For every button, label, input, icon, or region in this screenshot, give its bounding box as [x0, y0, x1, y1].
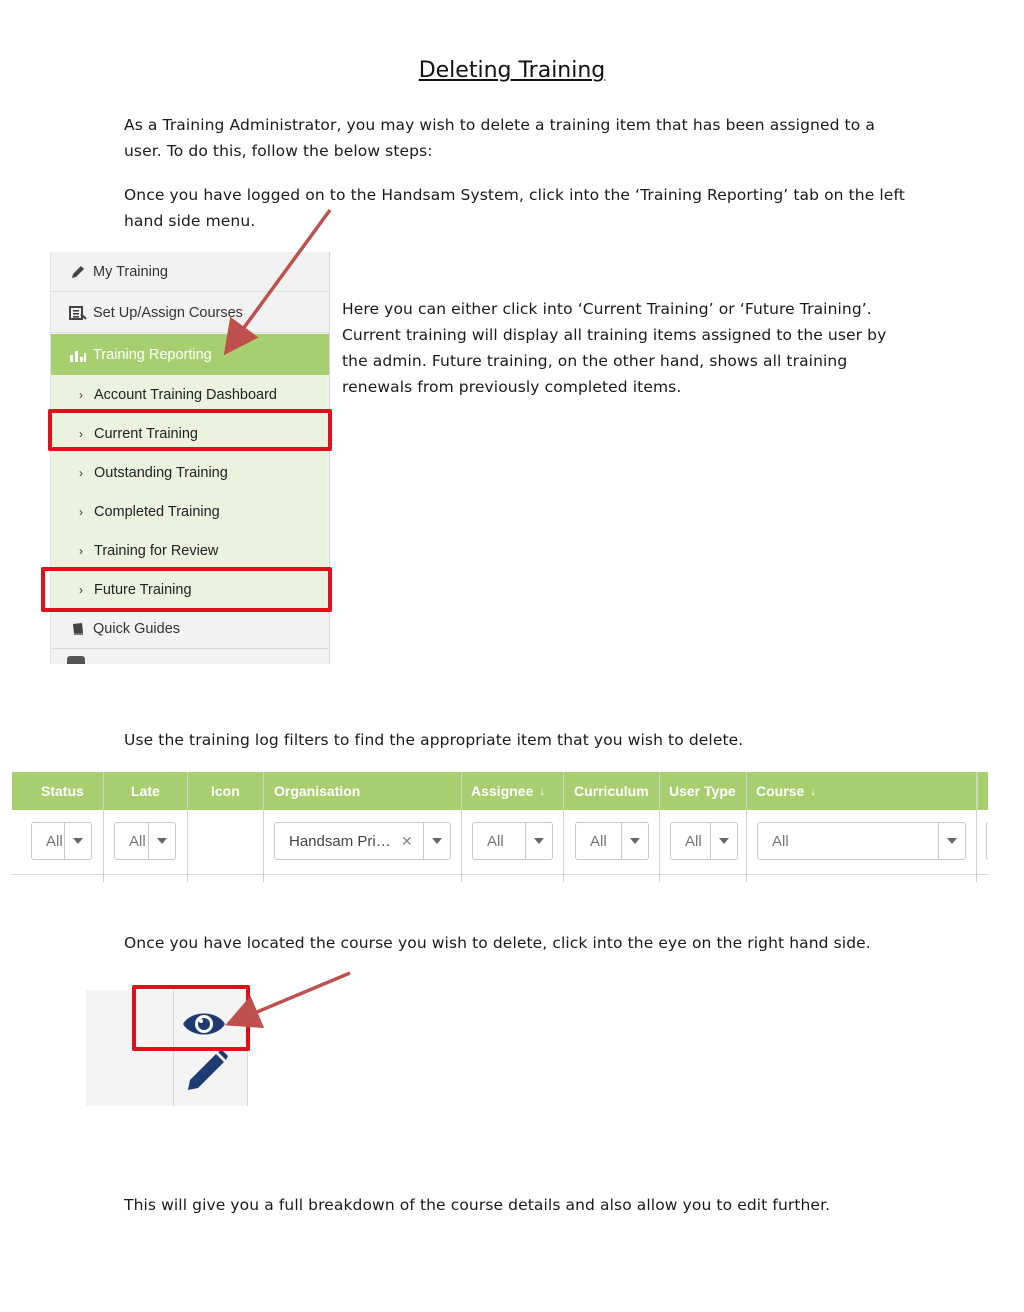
select-value: All [685, 832, 702, 850]
chevron-right-icon: › [79, 387, 83, 402]
step3-paragraph: Once you have located the course you wish to delete, click into the eye on the right hand side. [124, 934, 871, 952]
step4-paragraph: This will give you a full breakdown of the course details and also allow you to edit further. [124, 1196, 831, 1214]
select-value: All [129, 832, 146, 850]
select-value: All [487, 832, 504, 850]
sidebar-subitem-label: Account Training Dashboard [94, 386, 277, 403]
sidebar-item-label: Quick Guides [93, 621, 181, 637]
step2-paragraph: Use the training log filters to find the appropriate item that you wish to delete. [124, 731, 744, 749]
chevron-right-icon: › [79, 504, 83, 519]
header-organisation[interactable]: Organisation [274, 783, 361, 799]
sidebar-item-label: Set Up/Assign Courses [93, 304, 243, 321]
step1-paragraph: Once you have logged on to the Handsam System, click into the ‘Training Reporting’ tab on the left hand side menu. [124, 186, 905, 230]
sort-icon: ↓ [539, 784, 546, 798]
header-late[interactable]: Late [131, 783, 160, 799]
chevron-right-icon: › [79, 543, 83, 558]
select-value: All [772, 832, 789, 850]
sidebar-subitem-label: Current Training [94, 425, 198, 442]
sidebar-subitem-label: Training for Review [94, 542, 219, 559]
select-value: All [46, 832, 63, 850]
page-title: Deleting Training [418, 58, 606, 83]
select-value: All [590, 832, 607, 850]
header-status[interactable]: Status [41, 783, 84, 799]
sort-icon: ↓ [810, 784, 817, 798]
sidebar-item-label: My Training [93, 263, 168, 280]
intro-paragraph: As a Training Administrator, you may wish to delete a training item that has been assigned to a user. To do this, follow the below steps: [124, 116, 875, 160]
chevron-right-icon: › [79, 465, 83, 480]
header-user-type[interactable]: User Type [669, 783, 736, 799]
clear-icon[interactable]: ✕ [401, 832, 413, 849]
sidebar-subitem-label: Outstanding Training [94, 464, 228, 481]
header-label: Course [756, 783, 805, 799]
header-label: Assignee [471, 783, 534, 799]
sidebar-subitem-label: Completed Training [94, 503, 220, 520]
select-value: Handsam Pri… [289, 832, 391, 850]
chevron-right-icon: › [79, 582, 83, 597]
header-curriculum[interactable]: Curriculum [574, 783, 649, 799]
sidebar-subitem-label: Future Training [94, 581, 192, 598]
chevron-right-icon: › [79, 426, 83, 441]
step1-side-paragraph: Here you can either click into ‘Current Training’ or ‘Future Training’. Current training will display all training items assigned to the user by the admin. Future training, on the other hand, shows all training renewals from previously completed items. [342, 300, 887, 396]
sidebar-item-label: Training Reporting [93, 346, 212, 363]
header-icon[interactable]: Icon [211, 783, 240, 799]
